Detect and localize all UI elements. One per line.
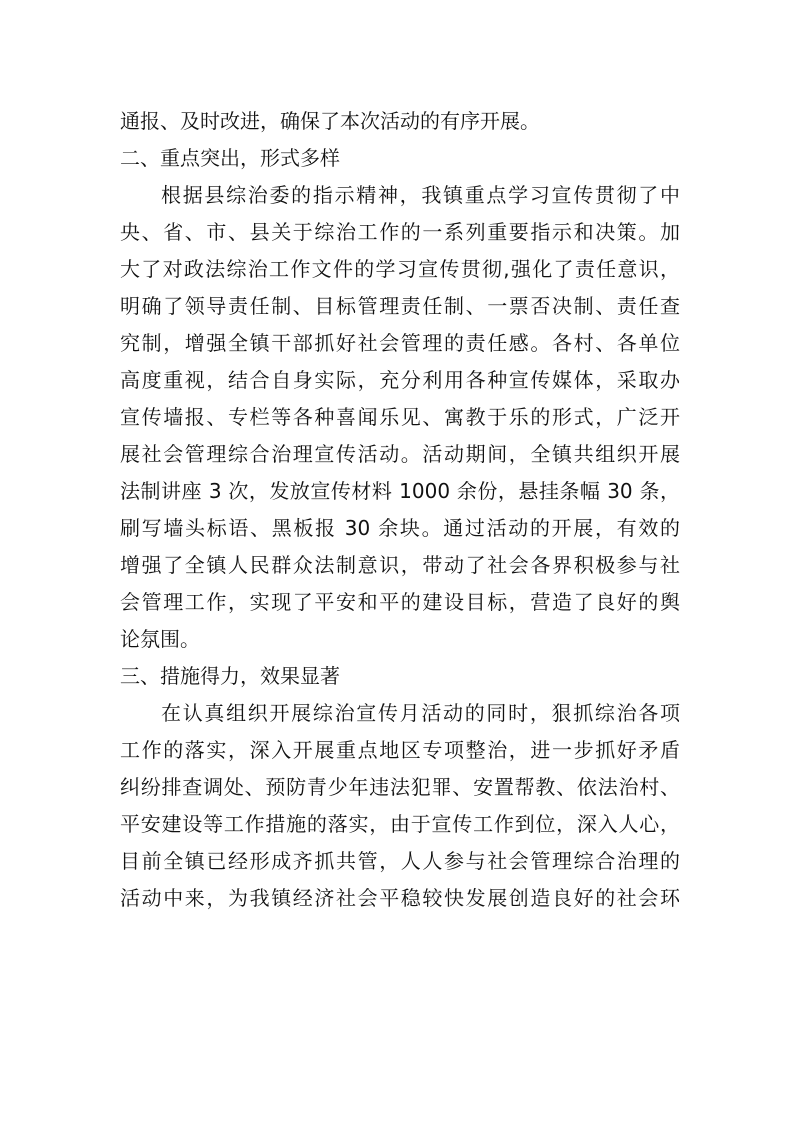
text-line-15: 论氛围。 <box>120 627 200 651</box>
text-line-20: 平安建设等工作措施的落实，由于宣传工作到位，深入人心， <box>120 812 680 836</box>
section-heading-3: 三、措施得力，效果显著 <box>120 664 340 688</box>
text-line-13: 增强了全镇人民群众法制意识，带动了社会各界积极参与社 <box>120 553 680 577</box>
text-line-21: 目前全镇已经形成齐抓共管，人人参与社会管理综合治理的 <box>120 849 680 873</box>
text-line-3: 根据县综治委的指示精神，我镇重点学习宣传贯彻了中 <box>161 183 680 207</box>
text-line-6: 明确了领导责任制、目标管理责任制、一票否决制、责任查 <box>120 294 680 318</box>
text-line-11: 法制讲座 3 次，发放宣传材料 1000 余份，悬挂条幅 30 条， <box>120 479 680 503</box>
section-heading-2: 二、重点突出，形式多样 <box>120 146 340 170</box>
text-line-10: 展社会管理综合治理宣传活动。活动期间，全镇共组织开展 <box>120 442 680 466</box>
text-line-18: 工作的落实，深入开展重点地区专项整治，进一步抓好矛盾 <box>120 738 680 762</box>
text-line-4: 央、省、市、县关于综治工作的一系列重要指示和决策。加 <box>120 220 680 244</box>
text-line-1: 通报、及时改进，确保了本次活动的有序开展。 <box>120 109 540 133</box>
text-line-7: 究制，增强全镇干部抓好社会管理的责任感。各村、各单位 <box>120 331 680 355</box>
text-line-9: 宣传墙报、专栏等各种喜闻乐见、寓教于乐的形式，广泛开 <box>120 405 680 429</box>
text-line-12: 刷写墙头标语、黑板报 30 余块。通过活动的开展，有效的 <box>120 516 680 540</box>
text-line-17: 在认真组织开展综治宣传月活动的同时，狠抓综治各项 <box>161 701 680 725</box>
text-line-19: 纠纷排查调处、预防青少年违法犯罪、安置帮教、依法治村、 <box>120 775 680 799</box>
text-line-22: 活动中来，为我镇经济社会平稳较快发展创造良好的社会环 <box>120 886 680 910</box>
text-line-8: 高度重视，结合自身实际，充分利用各种宣传媒体，采取办 <box>120 368 680 392</box>
text-line-5: 大了对政法综治工作文件的学习宣传贯彻,强化了责任意识， <box>120 257 680 281</box>
text-line-14: 会管理工作，实现了平安和平的建设目标，营造了良好的舆 <box>120 590 680 614</box>
